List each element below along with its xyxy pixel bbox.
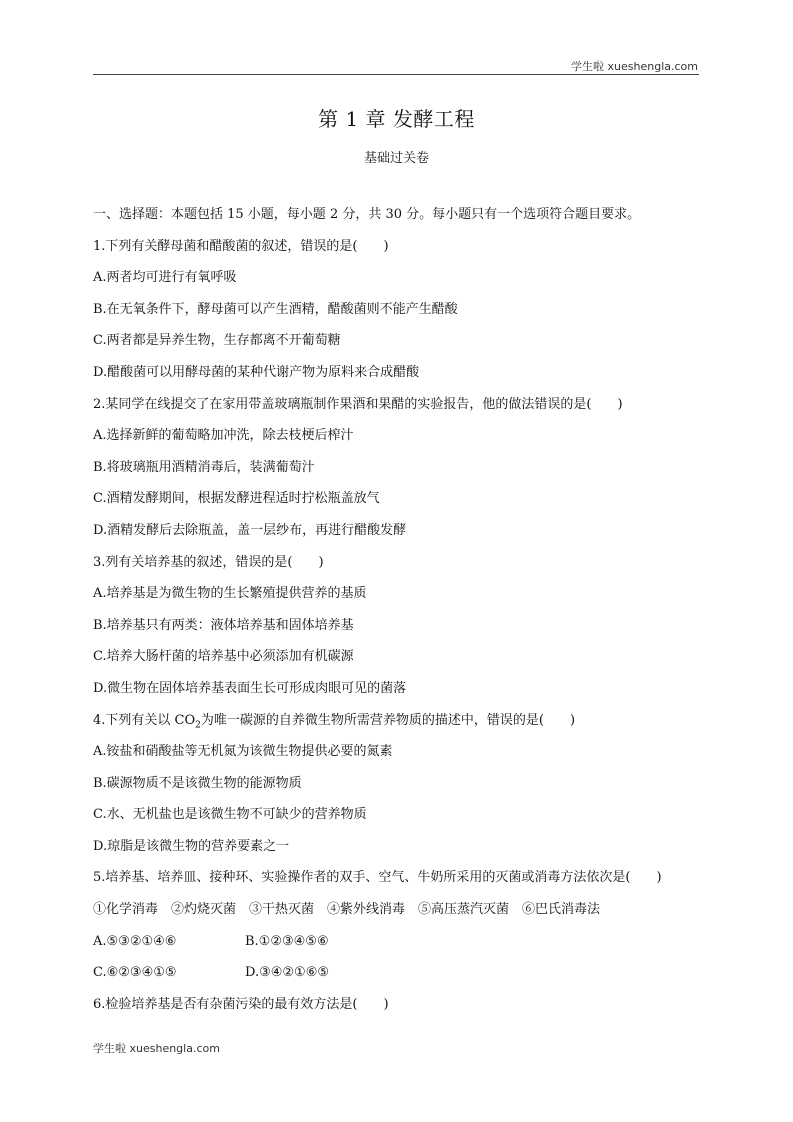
question-option: A.两者均可进行有氧呼吸	[93, 270, 237, 286]
question-stem	[93, 709, 705, 741]
question-option: D.微生物在固体培养基表面生长可形成肉眼可见的菌落	[93, 680, 407, 696]
question-stem: 3.列有关培养基的叙述，错误的是( )	[93, 554, 324, 570]
question-option: C.酒精发酵期间，根据发酵进程适时拧松瓶盖放气	[93, 491, 380, 507]
header-site-label: 学生啦 xueshengla.com	[571, 60, 698, 73]
page-subtitle: 基础过关卷	[363, 151, 429, 166]
method-list: ①化学消毒 ②灼烧灭菌 ③干热灭菌 ④紫外线消毒 ⑤高压蒸汽灭菌 ⑥巴氏消毒法	[93, 902, 601, 918]
question-list	[93, 203, 705, 1024]
question-option: C.水、无机盐也是该微生物不可缺少的营养物质	[93, 807, 367, 823]
question-stem: 2.某同学在线提交了在家用带盖玻璃瓶制作果酒和果醋的实验报告，他的做法错误的是( )	[93, 396, 623, 412]
question-option: C.两者都是异养生物，生存都离不开葡萄糖	[93, 333, 341, 349]
question-option: B.碳源物质不是该微生物的能源物质	[93, 775, 302, 791]
option-row	[93, 930, 705, 962]
stem-text: 为唯一碳源的自养微生物所需营养物质的描述中，错误的是( )	[200, 712, 576, 728]
question-option: D.③④②①⑥⑤	[245, 965, 330, 981]
page-title: 第 1 章 发酵工程	[318, 107, 475, 131]
question-option: A.⑤③②①④⑥	[93, 933, 177, 949]
question-option: D.琼脂是该微生物的营养要素之一	[93, 838, 290, 854]
question-stem: 6.检验培养基是否有杂菌污染的最有效方法是( )	[93, 996, 389, 1012]
question-option: B.在无氧条件下，酵母菌可以产生酒精，醋酸菌则不能产生醋酸	[93, 301, 458, 317]
question-stem: 1.下列有关酵母菌和醋酸菌的叙述，错误的是( )	[93, 238, 389, 254]
question-option: B.将玻璃瓶用酒精消毒后，装满葡萄汁	[93, 459, 315, 475]
question-option: D.醋酸菌可以用酵母菌的某种代谢产物为原料来合成醋酸	[93, 364, 420, 380]
question-option: B.培养基只有两类：液体培养基和固体培养基	[93, 617, 354, 633]
question-option: C.培养大肠杆菌的培养基中必须添加有机碳源	[93, 649, 354, 665]
footer-site-label: 学生啦 xueshengla.com	[93, 1042, 220, 1055]
question-option: A.培养基是为微生物的生长繁殖提供营养的基质	[93, 586, 367, 602]
question-option: B.①②③④⑤⑥	[245, 933, 329, 949]
section-instructions: 一、选择题：本题包括 15 小题，每小题 2 分，共 30 分。每小题只有一个选项符合题目要求。	[93, 207, 641, 222]
question-stem: 5.培养基、培养皿、接种环、实验操作者的双手、空气、牛奶所采用的灭菌或消毒方法依次是( )	[93, 870, 662, 886]
header-divider	[93, 74, 699, 75]
subscript-two: 2	[195, 720, 201, 731]
option-row	[93, 961, 705, 993]
question-option: C.⑥②③④①⑤	[93, 965, 177, 981]
question-option: A.铵盐和硝酸盐等无机氮为该微生物提供必要的氮素	[93, 744, 393, 760]
question-option: A.选择新鲜的葡萄略加冲洗，除去枝梗后榨汁	[93, 428, 354, 444]
question-option: D.酒精发酵后去除瓶盖，盖一层纱布，再进行醋酸发酵	[93, 522, 407, 538]
stem-text: 4.下列有关以 CO	[93, 712, 196, 728]
